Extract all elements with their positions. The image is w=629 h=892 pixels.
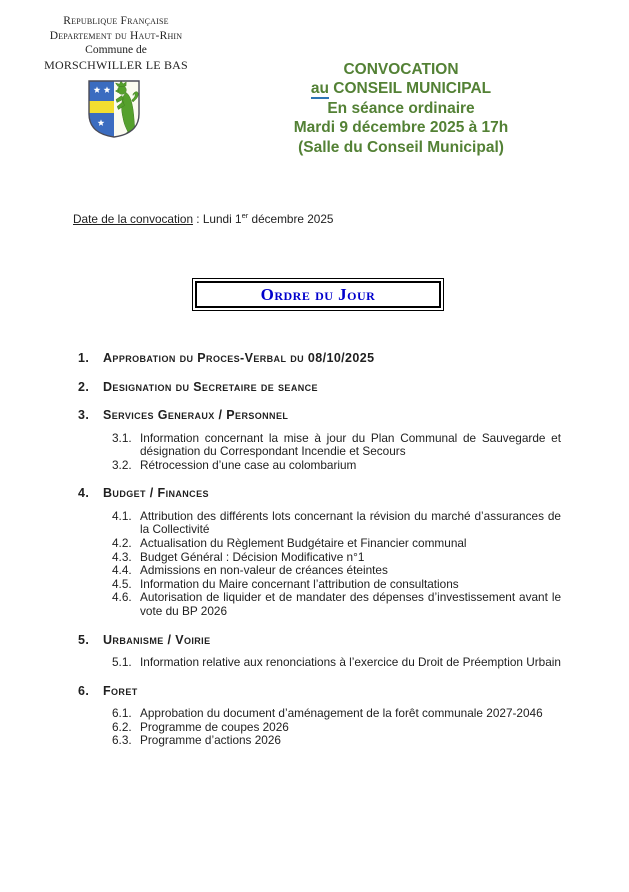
agenda-list: [78, 352, 561, 763]
agenda-item-title: Urbanisme / Voirie: [103, 632, 211, 647]
agenda-item-heading: [78, 487, 561, 501]
commune-de-line: Commune de: [85, 44, 147, 56]
agenda-subitem: [112, 707, 561, 721]
agenda-subitem-number: 6.1.: [112, 706, 132, 721]
agenda-subitem-number: 4.2.: [112, 535, 132, 550]
agenda-subitem-text: Actualisation du Règlement Budgétaire et Financier communal: [140, 535, 467, 550]
title-line-seance: En séance ordinaire: [327, 99, 475, 117]
agenda-subitem: [112, 656, 561, 670]
agenda-item: [78, 685, 561, 748]
agenda-subitem-text: Information concernant la mise à jour du Plan Communal de Sauvegarde et désignation du Correspondant Incendie et Secours: [140, 430, 561, 459]
agenda-item-number: 3.: [78, 408, 90, 422]
agenda-subitem-number: 4.3.: [112, 549, 132, 564]
title-line-conseil: [238, 79, 564, 98]
agenda-subitem-list: [112, 656, 561, 670]
agenda-subitem-number: 4.4.: [112, 563, 132, 578]
agenda-subitem-number: 6.2.: [112, 719, 132, 734]
agenda-item: [78, 634, 561, 670]
agenda-subitem: [112, 734, 561, 748]
agenda-subitem: [112, 537, 561, 551]
agenda-subitem: [112, 551, 561, 565]
agenda-subitem-text: Budget Général : Décision Modificative n°1: [140, 549, 365, 564]
agenda-item-heading: [78, 409, 561, 423]
agenda-subitem: [112, 578, 561, 592]
agenda-subitem-list: [112, 707, 561, 748]
convocation-date-label: Date de la convocation: [73, 212, 194, 226]
agenda-item: [78, 381, 561, 395]
agenda-subitem: [112, 721, 561, 735]
agenda-subitem-number: 4.6.: [112, 590, 132, 605]
title-line-convocation: CONVOCATION: [343, 61, 459, 78]
agenda-item-title: Services Generaux / Personnel: [103, 408, 289, 422]
agenda-subitem-text: Programme de coupes 2026: [140, 719, 289, 734]
agenda-subitem: [112, 564, 561, 578]
agenda-subitem-number: 3.2.: [112, 457, 132, 472]
commune-name: MORSCHWILLER LE BAS: [44, 57, 188, 72]
agenda-subitem-text: Attribution des différents lots concernant la révision du marché d’assurances de la Collectivité: [140, 508, 561, 537]
agenda-item-title: Approbation du Proces-Verbal du 08/10/2025: [103, 351, 375, 365]
agenda-item-number: 1.: [78, 351, 90, 365]
agenda-item: [78, 487, 561, 618]
agenda-item: [78, 352, 561, 366]
agenda-subitem-text: Approbation du document d’aménagement de la forêt communale 2027-2046: [140, 706, 543, 721]
agenda-subitem-list: [112, 510, 561, 619]
convocation-date-separator: :: [193, 212, 203, 226]
agenda-item-number: 6.: [78, 683, 90, 698]
agenda-subitem-text: Information du Maire concernant l’attribution de consultations: [140, 576, 459, 591]
agenda-subitem-text: Programme d’actions 2026: [140, 733, 281, 748]
coat-of-arms-icon: [88, 79, 140, 139]
agenda-subitem-number: 6.3.: [112, 733, 132, 748]
agenda-subitem-number: 3.1.: [112, 430, 132, 445]
republique-line: Republique Française: [63, 15, 169, 27]
agenda-subitem-number: 5.1.: [112, 655, 132, 670]
agenda-subitem-text: Rétrocession d’une case au colombarium: [140, 457, 357, 472]
ordinal-superscript: er: [241, 211, 249, 221]
agenda-subitem-text: Admissions en non-valeur de créances éteintes: [140, 563, 388, 578]
agenda-subitem-number: 4.1.: [112, 508, 132, 523]
agenda-item-heading: [78, 352, 561, 366]
agenda-item-number: 2.: [78, 379, 90, 394]
convocation-title: [238, 60, 564, 157]
agenda-subitem: [112, 591, 561, 618]
agenda-item-heading: [78, 685, 561, 699]
agenda-item-number: 4.: [78, 486, 90, 501]
agenda-subitem: [112, 510, 561, 537]
agenda-item-number: 5.: [78, 632, 90, 647]
convocation-date-line: [73, 212, 334, 226]
au-underlined: au: [310, 80, 329, 98]
agenda-item-title: Foret: [103, 683, 138, 698]
title-line-salle: (Salle du Conseil Municipal): [298, 138, 504, 156]
agenda-subitem-text: Autorisation de liquider et de mandater des dépenses d’investissement avant le vote du BP 2026: [140, 590, 561, 618]
convocation-date-value-end: décembre 2025: [248, 212, 334, 226]
agenda-subitem: [112, 432, 561, 459]
convocation-date-value: Lundi 1: [202, 212, 242, 226]
agenda-item-title: Budget / Finances: [103, 486, 209, 501]
commune-header: [36, 14, 196, 72]
agenda-item-heading: [78, 634, 561, 648]
ordre-du-jour-title: Ordre du Jour: [195, 281, 441, 308]
agenda-subitem-number: 4.5.: [112, 576, 132, 591]
conseil-municipal-text: CONSEIL MUNICIPAL: [328, 80, 492, 98]
agenda-item-heading: [78, 381, 561, 395]
agenda-item: [78, 409, 561, 472]
agenda-subitem-list: [112, 432, 561, 473]
agenda-item-title: Designation du Secretaire de seance: [103, 379, 318, 394]
title-line-date: Mardi 9 décembre 2025 à 17h: [293, 119, 509, 137]
departement-line: Departement du Haut-Rhin: [49, 29, 183, 42]
ordre-du-jour-box: [192, 278, 444, 311]
agenda-subitem-text: Information relative aux renonciations à l’exercice du Droit de Préemption Urbain: [140, 655, 561, 670]
agenda-subitem: [112, 459, 561, 473]
